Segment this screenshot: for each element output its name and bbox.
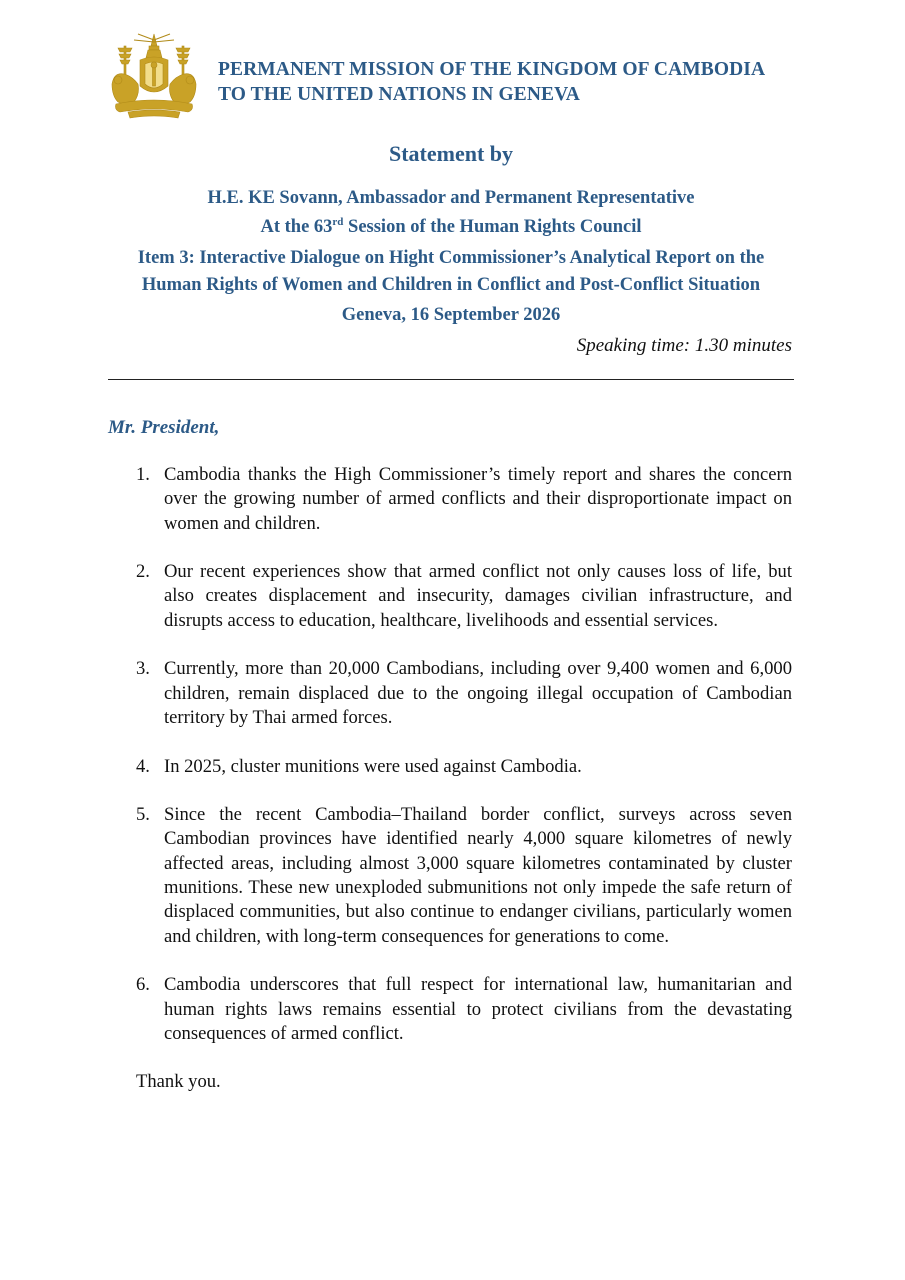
header-divider (108, 379, 794, 380)
paragraph-text: Cambodia underscores that full respect for international law, humanitarian and human rights laws remains essential to protect civilians from the devastating consequences of armed conflict. (164, 974, 792, 1044)
numbered-paragraph (136, 755, 792, 779)
numbered-paragraph (136, 657, 792, 730)
paragraph-number: 1. (136, 464, 150, 485)
place-date-line: Geneva, 16 September 2026 (341, 305, 561, 325)
mission-line-2: TO THE UNITED NATIONS IN GENEVA (218, 84, 580, 105)
mission-line-1: PERMANENT MISSION OF THE KINGDOM OF CAMBODIA (218, 59, 766, 80)
session-suffix: Session of the Human Rights Council (343, 217, 642, 237)
paragraph-text: Currently, more than 20,000 Cambodians, including over 9,400 women and 6,000 children, remain displaced due to the ongoing illegal occupation of Cambodian territory by Thai armed forces. (164, 658, 792, 728)
paragraph-number: 5. (136, 804, 150, 826)
paragraph-text: In 2025, cluster munitions were used against Cambodia. (164, 755, 582, 777)
numbered-paragraph (136, 463, 792, 536)
speaker-line: H.E. KE Sovann, Ambassador and Permanent Representative (207, 188, 695, 208)
paragraph-number: 6. (136, 974, 150, 996)
session-prefix: At the 63 (260, 217, 333, 237)
numbered-paragraph (136, 560, 792, 633)
paragraph-number: 4. (136, 755, 150, 777)
closing-line: Thank you. (136, 1071, 221, 1093)
paragraph-number: 3. (136, 658, 150, 680)
session-ordinal-suffix: rd (332, 216, 344, 228)
numbered-paragraph (136, 803, 792, 949)
numbered-paragraph (136, 973, 792, 1046)
statement-body (136, 463, 792, 1095)
salutation: Mr. President, (108, 417, 220, 438)
statement-details (108, 184, 794, 330)
item-line-1: Item 3: Interactive Dialogue on Hight Commissioner’s Analytical Report on the (137, 248, 765, 268)
session-line (108, 213, 794, 242)
statement-title: Statement by (388, 141, 514, 166)
paragraph-text: Our recent experiences show that armed conflict not only causes loss of life, but also creates displacement and insecurity, damages civilian infrastructure, and disrupts access to education, healthcare, livelihoods and essential services. (164, 561, 792, 631)
paragraph-text: Cambodia thanks the High Commissioner’s timely report and shares the concern over the growing number of armed conflicts and their disproportionate impact on women and children. (164, 464, 792, 534)
paragraph-number: 2. (136, 561, 150, 583)
paragraph-text: Since the recent Cambodia–Thailand border conflict, surveys across seven Cambodian provinces have identified nearly 4,000 square kilometres of newly affected areas, including almost 3,000 square kilometres contaminated by cluster munitions. These new unexploded submunitions not only impede the safe return of displaced communities, but also continue to endanger civilians, particularly women and children, with long-term consequences for generations to come. (164, 804, 792, 947)
mission-header (218, 57, 818, 107)
royal-arms-emblem-icon (108, 32, 200, 120)
item-line-2: Human Rights of Women and Children in Conflict and Post-Conflict Situation (141, 275, 761, 295)
speaking-time: Speaking time: 1.30 minutes (576, 335, 792, 356)
